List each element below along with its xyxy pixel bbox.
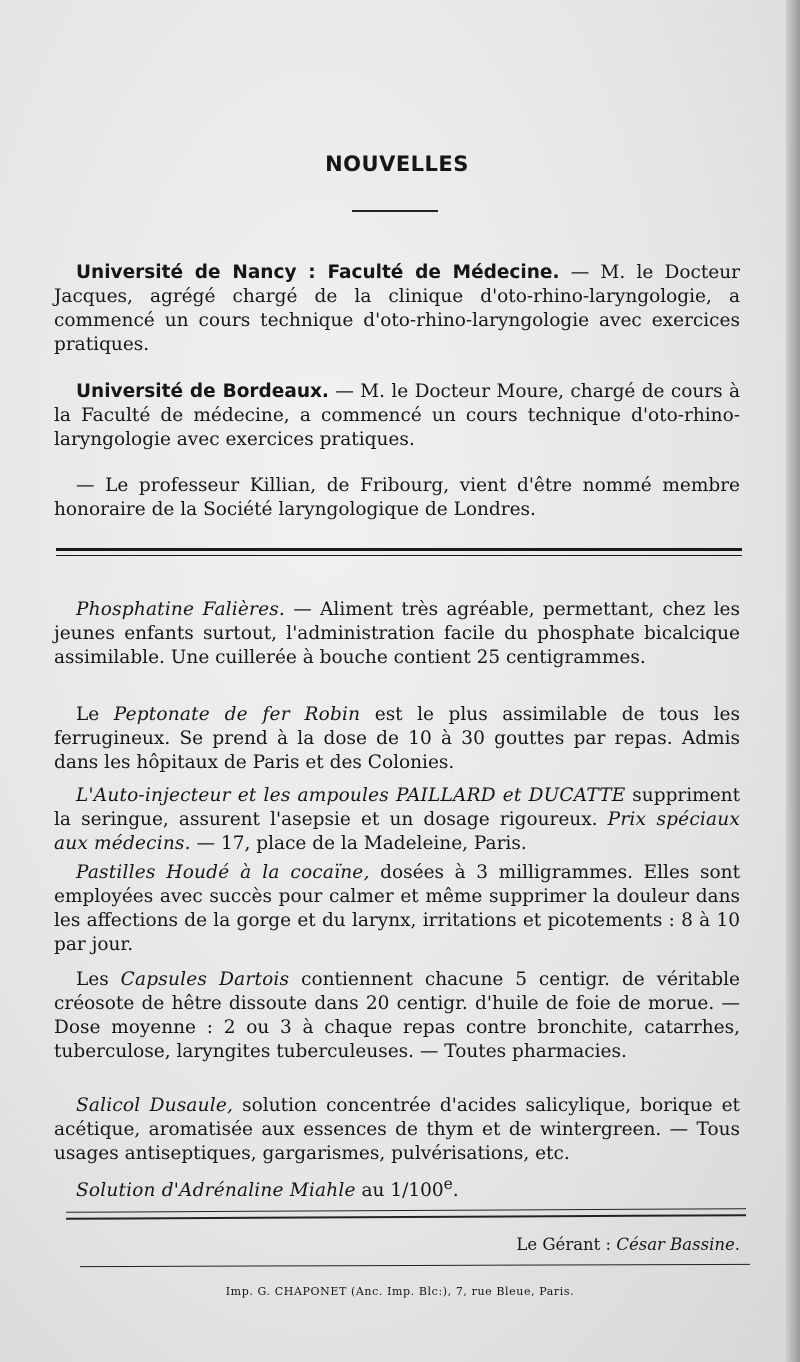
ad-peptonate [54, 703, 740, 775]
news-item-bordeaux [54, 380, 740, 452]
ad-text: solution concentrée d'acides salicylique, borique et acétique, aromatisée aux essences de thym et de wintergreen. — Tous usages antiseptiques, gargarismes, pulvérisations, etc. [54, 1095, 740, 1164]
ad-text: au 1/100 [355, 1180, 444, 1202]
title-underline [352, 210, 438, 212]
ad-adrenaline [54, 1172, 740, 1203]
ad-product-name: Capsules Dartois [120, 969, 290, 990]
ad-product-name: Pastilles Houdé à la cocaïne, [76, 862, 370, 883]
ad-note: Prix spéciaux aux médecins. [54, 809, 740, 854]
ad-product-name: Peptonate de fer Robin [113, 704, 361, 725]
ad-capsules-dartois [54, 968, 740, 1064]
page-title: NOUVELLES [325, 152, 469, 176]
news-text: — M. le Docteur Moure, chargé de cours à la Faculté de médecine, a commencé un cours technique d'oto-rhino-laryngologie avec exercices pratiques. [54, 381, 740, 450]
ad-product-name: L'Auto-injecteur et les ampoules PAILLARD et DUCATTE [76, 785, 626, 806]
ad-product-name: Phosphatine Falières. [76, 599, 286, 620]
ad-text: dosées à 3 milligrammes. Elles sont employées avec succès pour calmer et même supprimer la douleur dans les affections de la gorge et du larynx, irritations et picotements : 8 à 10 par jour. [54, 862, 741, 955]
gerant-name: César Bassine. [616, 1235, 740, 1254]
ad-pastilles-houde [54, 861, 740, 957]
news-text: — Le professeur Killian, de Fribourg, vient d'être nommé membre honoraire de la Société laryngologique de Londres. [54, 475, 740, 520]
printer-imprint: Imp. G. CHAPONET (Anc. Imp. Blc:), 7, rue Bleue, Paris. [225, 1285, 575, 1298]
ad-text: suppriment la seringue, assurent l'asepsie et un dosage rigoureux. [54, 785, 741, 830]
ad-text: Le [76, 704, 114, 725]
news-text: — M. le Docteur Jacques, agrégé chargé de la clinique d'oto-rhino-laryngologie, a commencé un cours technique d'oto-rhino-laryngologie avec exercices pratiques. [54, 262, 741, 355]
section-divider [56, 548, 742, 556]
news-item-killian [54, 474, 740, 522]
ad-superscript: e [443, 1175, 453, 1193]
ad-salicol [54, 1094, 740, 1166]
ad-auto-injecteur [54, 784, 740, 856]
page-edge-shadow [786, 0, 800, 1362]
ad-text: — Aliment très agréable, permettant, chez les jeunes enfants surtout, l'administration facile du phosphate bicalcique assimilable. Une cuillerée à bouche contient 25 centigrammes. [54, 599, 740, 668]
footer-rule-thick [66, 1214, 746, 1220]
ad-product-name: Salicol Dusaule, [76, 1095, 234, 1116]
gerant-signature [516, 1235, 740, 1254]
ad-product-name: Solution d'Adrénaline Miahle [76, 1180, 356, 1202]
news-item-nancy [54, 261, 740, 357]
gerant-label: Le Gérant : [516, 1235, 617, 1254]
ad-phosphatine [54, 598, 740, 670]
news-heading: Université de Nancy : Faculté de Médecine. [76, 262, 560, 283]
ad-text: est le plus assimilable de tous les ferrugineux. Se prend à la dose de 10 à 30 gouttes par repas. Admis dans les hôpitaux de Paris et des Colonies. [54, 704, 740, 773]
news-heading: Université de Bordeaux. [76, 381, 329, 402]
ad-text: — 17, place de la Madeleine, Paris. [190, 833, 527, 854]
footer-rule-thin [66, 1208, 746, 1213]
ad-text: contiennent chacune 5 centigr. de véritable créosote de hêtre dissoute dans 20 centigr. d'huile de foie de morue. — Dose moyenne : 2 ou 3 à chaque repas contre bronchite, catarrhes, tuberculose, laryngites tuberculeuses. — Toutes pharmacies. [54, 969, 740, 1062]
ad-text: Les [76, 969, 121, 990]
ad-text: . [452, 1180, 459, 1202]
gerant-rule [80, 1264, 750, 1267]
